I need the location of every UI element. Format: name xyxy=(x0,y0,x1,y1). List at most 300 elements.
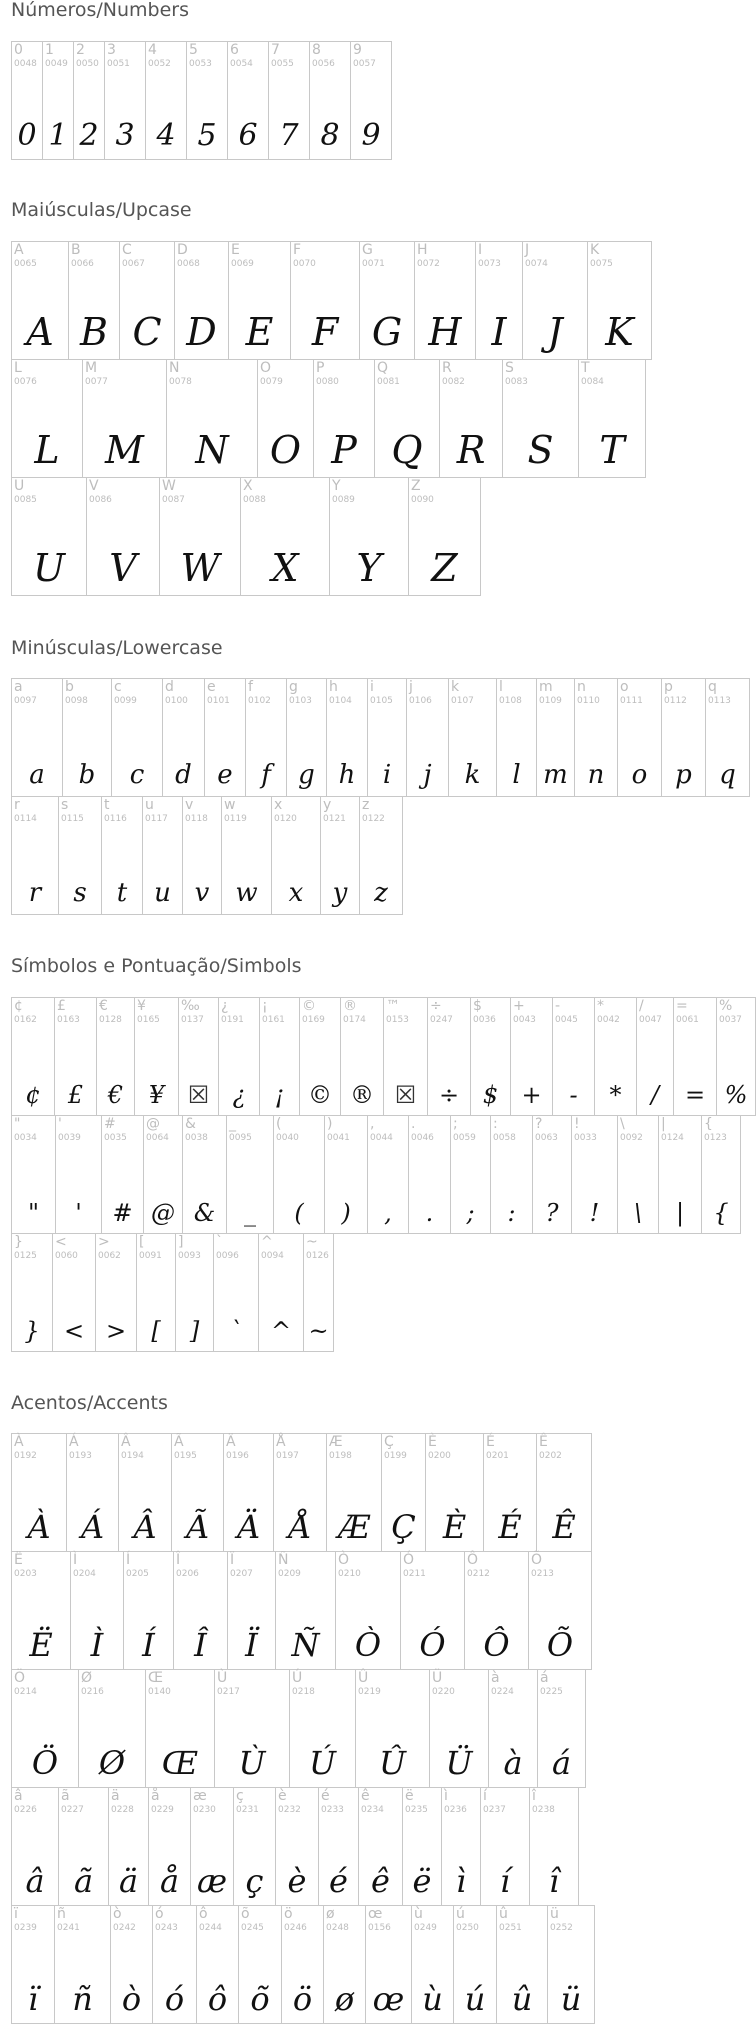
char-code-label: 0050 xyxy=(76,59,99,69)
glyph-sample: X xyxy=(271,546,299,590)
glyph-row xyxy=(11,477,652,596)
glyph-sample: ü xyxy=(560,1980,582,2018)
char-code-label: 0112 xyxy=(664,696,687,706)
char-code-label: 0059 xyxy=(453,1133,476,1143)
character-label: Ø xyxy=(81,1670,93,1686)
char-code-label: 0153 xyxy=(386,1015,409,1025)
glyph-sample: Ü xyxy=(445,1744,473,1782)
glyph-row xyxy=(11,1115,756,1234)
glyph-sample: Á xyxy=(80,1508,105,1546)
character-label: Æ xyxy=(329,1434,343,1450)
glyph-sample: R xyxy=(456,428,486,472)
char-code-label: 0067 xyxy=(122,259,145,269)
character-label: Ó xyxy=(403,1552,415,1568)
glyph-sample: ¥ xyxy=(148,1081,165,1109)
glyph-cell xyxy=(101,796,143,915)
glyph-sample: | xyxy=(675,1199,685,1227)
glyph-sample: ¿ xyxy=(232,1081,246,1109)
glyph-cell xyxy=(108,1787,149,1906)
character-label: ñ xyxy=(57,1906,66,1922)
character-label: Ñ xyxy=(278,1552,289,1568)
character-label: ä xyxy=(111,1788,120,1804)
glyph-sample: M xyxy=(105,428,144,472)
glyph-sample: 2 xyxy=(79,118,99,153)
char-code-label: 0049 xyxy=(45,59,68,69)
character-label: E xyxy=(231,242,240,258)
glyph-cell xyxy=(68,241,120,360)
glyph-cell xyxy=(329,477,409,596)
char-code-label: 0238 xyxy=(532,1805,555,1815)
glyph-cell xyxy=(58,1787,109,1906)
char-code-label: 0061 xyxy=(676,1015,699,1025)
glyph-cell xyxy=(323,1905,366,2024)
glyph-sample: v xyxy=(194,878,210,908)
char-code-label: 0118 xyxy=(185,814,208,824)
character-label: G xyxy=(362,242,373,258)
glyph-cell xyxy=(536,1433,592,1552)
character-label: Ü xyxy=(432,1670,443,1686)
char-code-label: 0051 xyxy=(107,59,130,69)
glyph-sample: H xyxy=(428,310,462,354)
glyph-sample: ñ xyxy=(72,1980,93,2018)
glyph-cell xyxy=(427,997,471,1116)
glyph-sample: ä xyxy=(118,1862,139,1900)
char-code-label: 0043 xyxy=(513,1015,536,1025)
glyph-cell xyxy=(218,997,260,1116)
glyph-cell xyxy=(182,1115,227,1234)
char-code-label: 0236 xyxy=(444,1805,467,1815)
char-code-label: 0107 xyxy=(451,696,474,706)
glyph-cell xyxy=(204,678,246,797)
glyph-grid-maiusculas xyxy=(11,241,652,596)
char-code-label: 0045 xyxy=(555,1015,578,1025)
glyph-cell xyxy=(450,1115,491,1234)
character-label: _ xyxy=(229,1116,236,1132)
glyph-sample: 6 xyxy=(238,118,258,153)
glyph-sample: < xyxy=(63,1317,85,1345)
character-label: 2 xyxy=(76,42,85,58)
char-code-label: 0252 xyxy=(550,1923,573,1933)
glyph-cell xyxy=(488,1669,538,1788)
character-label: ® xyxy=(343,998,357,1014)
glyph-sample: L xyxy=(34,428,60,472)
char-code-label: 0140 xyxy=(148,1687,171,1697)
glyph-sample: T xyxy=(599,428,625,472)
glyph-cell xyxy=(425,1433,484,1552)
glyph-sample: Œ xyxy=(161,1744,199,1782)
glyph-sample: ò xyxy=(121,1980,142,2018)
glyph-sample: ? xyxy=(545,1199,559,1227)
glyph-sample: m xyxy=(543,760,568,790)
char-code-label: 0088 xyxy=(243,495,266,505)
glyph-cell xyxy=(716,997,756,1116)
glyph-cell xyxy=(55,1115,102,1234)
character-label: á xyxy=(540,1670,549,1686)
character-label: Ì xyxy=(73,1552,78,1568)
glyph-sample: Ö xyxy=(31,1744,59,1782)
character-label: Y xyxy=(332,478,341,494)
character-label: g xyxy=(289,679,298,695)
character-label: f xyxy=(248,679,253,695)
char-code-label: 0209 xyxy=(278,1569,301,1579)
glyph-sample: ö xyxy=(292,1980,313,2018)
character-label: ç xyxy=(236,1788,244,1804)
glyph-sample: s xyxy=(73,878,87,908)
glyph-sample: { xyxy=(713,1199,729,1227)
char-code-label: 0169 xyxy=(302,1015,325,1025)
char-code-label: 0082 xyxy=(442,377,465,387)
char-code-label: 0197 xyxy=(276,1451,299,1461)
glyph-cell xyxy=(281,1905,324,2024)
glyph-cell xyxy=(171,1433,224,1552)
glyph-sample: l xyxy=(512,760,521,790)
character-label: L xyxy=(14,360,22,376)
char-code-label: 0196 xyxy=(226,1451,249,1461)
char-code-label: 0128 xyxy=(99,1015,122,1025)
char-code-label: 0161 xyxy=(262,1015,285,1025)
glyph-cell xyxy=(148,1787,191,1906)
char-code-label: 0065 xyxy=(14,259,37,269)
glyph-row xyxy=(11,1905,595,2024)
character-label: ì xyxy=(444,1788,448,1804)
glyph-cell xyxy=(136,1233,176,1352)
char-code-label: 0229 xyxy=(151,1805,174,1815)
char-code-label: 0246 xyxy=(284,1923,307,1933)
char-code-label: 0226 xyxy=(14,1805,37,1815)
char-code-label: 0194 xyxy=(121,1451,144,1461)
char-code-label: 0249 xyxy=(414,1923,437,1933)
character-label: | xyxy=(661,1116,666,1132)
glyph-cell xyxy=(439,359,503,478)
char-code-label: 0057 xyxy=(353,59,376,69)
char-code-label: 0216 xyxy=(81,1687,104,1697)
char-code-label: 0235 xyxy=(405,1805,428,1815)
character-label: Ã xyxy=(174,1434,184,1450)
char-code-label: 0126 xyxy=(306,1251,329,1261)
character-label: m xyxy=(539,679,553,695)
glyph-cell xyxy=(159,477,241,596)
character-label: È xyxy=(428,1434,437,1450)
glyph-sample: u xyxy=(154,878,171,908)
char-code-label: 0054 xyxy=(230,59,253,69)
char-code-label: 0219 xyxy=(358,1687,381,1697)
glyph-cell xyxy=(259,997,300,1116)
glyph-sample: Æ xyxy=(337,1508,371,1546)
glyph-sample: & xyxy=(193,1199,216,1227)
glyph-cell xyxy=(273,1115,325,1234)
char-code-label: 0070 xyxy=(293,259,316,269)
character-label: k xyxy=(451,679,460,695)
glyph-cell xyxy=(510,997,553,1116)
glyph-cell xyxy=(464,1551,529,1670)
glyph-cell xyxy=(359,241,415,360)
glyph-row xyxy=(11,796,750,915)
glyph-cell xyxy=(617,678,662,797)
glyph-cell xyxy=(82,359,167,478)
character-label: ü xyxy=(550,1906,559,1922)
character-label: ã xyxy=(61,1788,70,1804)
glyph-cell xyxy=(174,241,229,360)
glyph-cell xyxy=(273,1433,327,1552)
glyph-cell xyxy=(441,1787,481,1906)
char-code-label: 0233 xyxy=(321,1805,344,1815)
glyph-sample: $ xyxy=(482,1081,499,1109)
glyph-grid-acentos xyxy=(11,1433,595,2024)
glyph-sample: \ xyxy=(633,1199,643,1227)
glyph-cell xyxy=(145,1669,215,1788)
glyph-sample: ] xyxy=(189,1317,200,1345)
glyph-cell xyxy=(320,796,360,915)
char-code-label: 0047 xyxy=(639,1015,662,1025)
glyph-sample: Î xyxy=(194,1626,207,1664)
character-label: d xyxy=(165,679,174,695)
char-code-label: 0091 xyxy=(139,1251,162,1261)
glyph-cell xyxy=(429,1669,489,1788)
glyph-cell xyxy=(101,1115,144,1234)
character-label: r xyxy=(14,797,20,813)
glyph-sample: B xyxy=(80,310,108,354)
glyph-sample: Ï xyxy=(245,1626,258,1664)
char-code-label: 0227 xyxy=(61,1805,84,1815)
character-label: œ xyxy=(368,1906,383,1922)
character-label: s xyxy=(61,797,69,813)
glyph-sample: ê xyxy=(371,1862,390,1900)
char-code-label: 0086 xyxy=(89,495,112,505)
glyph-cell xyxy=(178,997,219,1116)
glyph-cell xyxy=(475,241,523,360)
character-label: v xyxy=(185,797,194,813)
character-label: £ xyxy=(57,998,66,1014)
glyph-sample: x xyxy=(288,878,304,908)
char-code-label: 0042 xyxy=(597,1015,620,1025)
glyph-row xyxy=(11,41,392,160)
character-label: 1 xyxy=(45,42,54,58)
glyph-sample: k xyxy=(464,760,481,790)
char-code-label: 0137 xyxy=(181,1015,204,1025)
glyph-cell xyxy=(587,241,652,360)
glyph-sample: È xyxy=(442,1508,467,1546)
glyph-sample: K xyxy=(605,310,634,354)
glyph-sample: è xyxy=(287,1862,307,1900)
glyph-sample: Ì xyxy=(90,1626,104,1664)
character-label: ` xyxy=(216,1234,223,1250)
glyph-sample: ( xyxy=(294,1199,304,1227)
glyph-sample: E xyxy=(245,310,274,354)
character-label: K xyxy=(590,242,600,258)
glyph-cell xyxy=(86,477,160,596)
glyph-cell xyxy=(400,1551,465,1670)
char-code-label: 0174 xyxy=(343,1015,366,1025)
char-code-label: 0093 xyxy=(178,1251,201,1261)
glyph-cell xyxy=(480,1787,530,1906)
character-label: N xyxy=(169,360,180,376)
glyph-sample: ú xyxy=(464,1980,486,2018)
char-code-label: 0201 xyxy=(486,1451,509,1461)
glyph-sample: h xyxy=(338,760,356,790)
glyph-cell xyxy=(11,1905,55,2024)
glyph-cell xyxy=(313,359,375,478)
character-label: F xyxy=(293,242,302,258)
character-label: ï xyxy=(14,1906,18,1922)
glyph-sample: ¡ xyxy=(274,1081,285,1109)
char-code-label: 0206 xyxy=(176,1569,199,1579)
glyph-cell xyxy=(326,1433,382,1552)
char-code-label: 0106 xyxy=(409,696,432,706)
glyph-sample: : xyxy=(507,1199,516,1227)
glyph-sample: / xyxy=(650,1081,660,1109)
character-label: ( xyxy=(276,1116,282,1132)
character-label: I xyxy=(478,242,483,258)
character-label: ¥ xyxy=(137,998,146,1014)
char-code-label: 0060 xyxy=(55,1251,78,1261)
character-label: ' xyxy=(58,1116,62,1132)
char-code-label: 0213 xyxy=(531,1569,554,1579)
glyph-sample: ô xyxy=(207,1980,228,2018)
glyph-sample: û xyxy=(511,1980,533,2018)
character-label: D xyxy=(177,242,188,258)
glyph-sample: " xyxy=(27,1199,40,1227)
glyph-sample: > xyxy=(105,1317,127,1345)
glyph-grid-simbolos-e-pontuacao xyxy=(11,997,756,1352)
char-code-label: 0058 xyxy=(493,1133,516,1143)
char-code-label: 0193 xyxy=(69,1451,92,1461)
character-label: ¿ xyxy=(221,998,229,1014)
character-label: O xyxy=(260,360,272,376)
char-code-label: 0250 xyxy=(456,1923,479,1933)
char-code-label: 0105 xyxy=(370,696,393,706)
character-label: ? xyxy=(535,1116,543,1132)
char-code-label: 0073 xyxy=(478,259,501,269)
glyph-sample: £ xyxy=(67,1081,84,1109)
char-code-label: 0068 xyxy=(177,259,200,269)
char-code-label: 0052 xyxy=(148,59,171,69)
char-code-label: 0100 xyxy=(165,696,188,706)
character-label: x xyxy=(274,797,283,813)
char-code-label: 0156 xyxy=(368,1923,391,1933)
character-label: T xyxy=(581,360,590,376)
character-label: = xyxy=(676,998,688,1014)
glyph-sample: P xyxy=(331,428,357,472)
char-code-label: 0241 xyxy=(57,1923,80,1933)
char-code-label: 0163 xyxy=(57,1015,80,1025)
glyph-cell xyxy=(340,997,384,1116)
glyph-sample: Z xyxy=(431,546,458,590)
glyph-cell xyxy=(11,796,59,915)
glyph-cell xyxy=(96,997,135,1116)
section-title-maiusculas: Maiúsculas/Upcase xyxy=(11,199,192,221)
character-label: 7 xyxy=(271,42,280,58)
glyph-cell xyxy=(502,359,579,478)
char-code-label: 0038 xyxy=(185,1133,208,1143)
char-code-label: 0242 xyxy=(113,1923,136,1933)
glyph-cell xyxy=(143,1115,183,1234)
glyph-cell xyxy=(52,1233,96,1352)
glyph-sample: æ xyxy=(196,1862,228,1900)
char-code-label: 0207 xyxy=(230,1569,253,1579)
glyph-sample: ë xyxy=(412,1862,432,1900)
char-code-label: 0234 xyxy=(361,1805,384,1815)
character-label: Å xyxy=(276,1434,286,1450)
glyph-cell xyxy=(406,678,449,797)
glyph-cell xyxy=(152,1905,197,2024)
char-code-label: 0110 xyxy=(577,696,600,706)
glyph-sample: o xyxy=(631,760,648,790)
glyph-sample: t xyxy=(116,878,128,908)
character-label: q xyxy=(708,679,717,695)
glyph-sample: ã xyxy=(73,1862,94,1900)
character-label: Î xyxy=(176,1552,181,1568)
glyph-row xyxy=(11,1551,595,1670)
char-code-label: 0162 xyxy=(14,1015,37,1025)
character-label: Û xyxy=(358,1670,369,1686)
character-label: M xyxy=(85,360,98,376)
character-label: ] xyxy=(178,1234,184,1250)
character-label: Õ xyxy=(531,1552,543,1568)
glyph-sample: b xyxy=(78,760,96,790)
glyph-sample: 7 xyxy=(279,118,299,153)
glyph-sample: ; xyxy=(466,1199,475,1227)
char-code-label: 0121 xyxy=(323,814,346,824)
character-label: û xyxy=(499,1906,508,1922)
character-label: 5 xyxy=(189,42,198,58)
glyph-sample: n xyxy=(587,760,605,790)
glyph-cell xyxy=(123,1551,174,1670)
character-label: < xyxy=(55,1234,67,1250)
glyph-sample: ÷ xyxy=(438,1081,460,1109)
glyph-sample: % xyxy=(724,1081,748,1109)
character-label: b xyxy=(65,679,74,695)
glyph-cell xyxy=(11,1669,79,1788)
character-label: î xyxy=(532,1788,536,1804)
glyph-cell xyxy=(175,1233,214,1352)
glyph-sample: Ë xyxy=(29,1626,53,1664)
character-label: " xyxy=(14,1116,21,1132)
glyph-sample: Y xyxy=(356,546,382,590)
char-code-label: 0096 xyxy=(216,1251,239,1261)
glyph-cell xyxy=(78,1669,146,1788)
glyph-cell xyxy=(233,1787,276,1906)
section-title-acentos: Acentos/Accents xyxy=(11,1392,168,1414)
char-code-label: 0204 xyxy=(73,1569,96,1579)
glyph-sample: ' xyxy=(75,1199,82,1227)
glyph-cell xyxy=(318,1787,359,1906)
character-label: 4 xyxy=(148,42,157,58)
glyph-sample: ` xyxy=(230,1317,242,1345)
glyph-cell xyxy=(571,1115,618,1234)
glyph-cell xyxy=(173,1551,228,1670)
char-code-label: 0224 xyxy=(491,1687,514,1697)
glyph-cell xyxy=(365,1905,412,2024)
glyph-cell xyxy=(636,997,674,1116)
glyph-cell xyxy=(661,678,706,797)
character-label: ! xyxy=(574,1116,580,1132)
char-code-label: 0046 xyxy=(411,1133,434,1143)
character-label: Â xyxy=(121,1434,131,1450)
char-code-label: 0048 xyxy=(14,59,37,69)
glyph-cell xyxy=(470,997,511,1116)
glyph-cell xyxy=(578,359,646,478)
glyph-sample: j xyxy=(423,760,432,790)
char-code-label: 0071 xyxy=(362,259,385,269)
char-code-label: 0212 xyxy=(467,1569,490,1579)
glyph-cell xyxy=(335,1551,401,1670)
character-label: é xyxy=(321,1788,330,1804)
glyph-sample: O xyxy=(269,428,302,472)
glyph-sample: Ñ xyxy=(291,1626,320,1664)
character-label: a xyxy=(14,679,23,695)
glyph-cell xyxy=(58,796,102,915)
glyph-cell xyxy=(529,1787,579,1906)
